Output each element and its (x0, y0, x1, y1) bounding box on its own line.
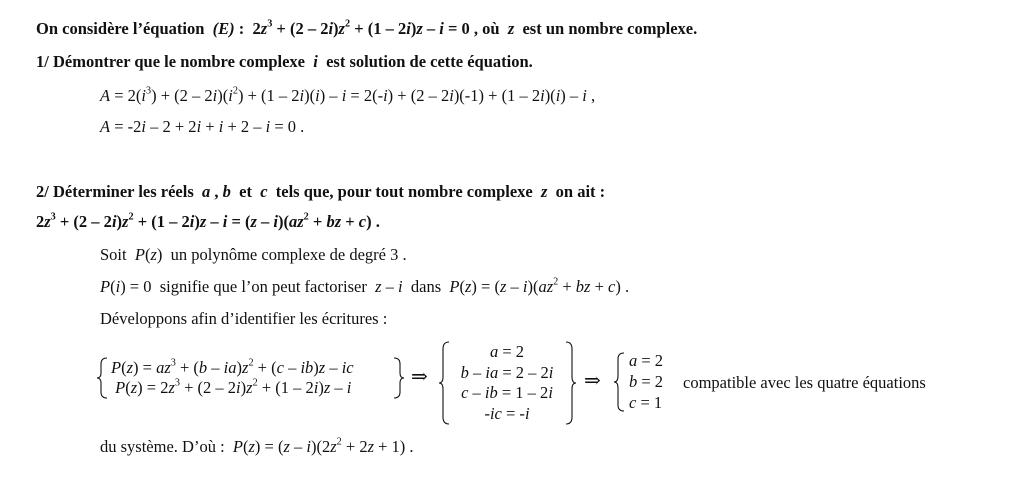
system-3 (629, 350, 663, 414)
left-brace-3 (614, 352, 626, 412)
system-1 (111, 358, 354, 398)
equation-label: (E) (212, 19, 235, 38)
soit-line: Soit P(z) un polynôme complexe de degré 3 . (100, 245, 407, 264)
right-brace-2 (566, 341, 578, 425)
question-2-heading: 2/ Déterminer les réels a , b et c tels que, pour tout nombre complexe z on ait : (36, 182, 606, 201)
system-1-row-2: $P(z) = 2z^3 + (2 - 2i)z^2 + (1 - 2i)z - i$ (115, 377, 352, 397)
right-brace-1 (394, 357, 406, 399)
intro-line: On considère l’équation (E) : $2z^3 + (2 - 2i)z^2 + (1 - 2i)z - i = 0$ , où z est un nombre complexe. (36, 18, 698, 38)
conclusion-line: du système. D’où : $P(z) = (z - i)(2z^2 + 2z + 1)$ . (100, 436, 414, 456)
compatible-text: compatible avec les quatre équations (683, 373, 926, 392)
developpons-line: Développons afin d’identifier les écritures : (100, 309, 388, 328)
q1-calc-line-2: A = -2i – 2 + 2i + i + 2 – i = 0 . (100, 117, 305, 136)
system-2 (452, 342, 562, 424)
intro-text-1: On considère l’équation (36, 19, 205, 38)
system-2-row-1: a = 2 (489, 342, 525, 362)
factor-line: P(i) = 0 signifie que l’on peut factoriser z – i dans $P(z) = (z - i)(az^2$ + bz + c) . (100, 276, 630, 296)
system-1-row-1: $P(z) = az^3 + (b - ia)z^2 + (c - ib)z$ – ic (111, 357, 354, 377)
intro-text-3: est un nombre complexe. (522, 19, 698, 38)
question-1-heading: 1/ Démontrer que le nombre complexe i est solution de cette équation. (36, 52, 533, 71)
system-3-row-1: a = 2 (629, 350, 664, 370)
system-2-row-2: b – ia = 2 – 2i (460, 362, 554, 382)
left-brace-2 (439, 341, 451, 425)
system-3-row-2: b = 2 (629, 371, 664, 391)
intro-colon: : (238, 19, 245, 38)
question-2-identity: $2z^3 + (2 - 2i)z^2 + (1 - 2i)z - i = (z - i)(az^2$ + bz + c) . (36, 211, 380, 231)
intro-text-2: , où (473, 19, 500, 38)
implies-arrow-2: ⇒ (584, 370, 601, 392)
system-2-row-4: -ic = -i (484, 403, 530, 423)
system-3-row-3: c = 1 (629, 393, 663, 413)
left-brace-1 (97, 357, 109, 399)
system-2-row-3: c – ib = 1 – 2i (461, 383, 553, 403)
equation-e: $2z^3 + (2 - 2i)z^2 + (1 - 2i)z - i = 0$ (252, 18, 470, 38)
q1-calc-line-1: $A = 2(i^3) + (2 - 2i)(i^2) + (1 - 2i)(i) - i = 2(-i) + (2 - 2i)(-1) + (1 - 2i)(i) - i$ , (100, 85, 596, 105)
implies-arrow-1: ⇒ (411, 366, 428, 388)
